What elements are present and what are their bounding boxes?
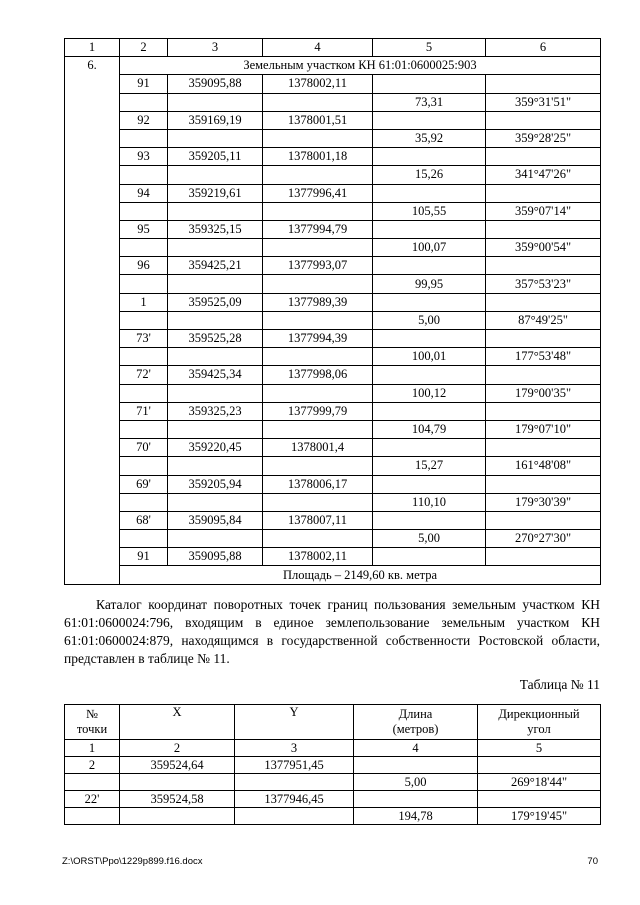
empty-cell	[373, 293, 486, 311]
col-number: 5	[478, 740, 601, 757]
header-row	[65, 705, 601, 740]
boundary-coordinates-table	[64, 38, 601, 585]
empty-cell	[168, 420, 263, 438]
segment-length: 5,00	[373, 311, 486, 329]
empty-cell	[486, 184, 601, 202]
coord-y: 1378007,11	[263, 511, 373, 529]
segment-length: 100,01	[373, 348, 486, 366]
segment-length: 104,79	[373, 420, 486, 438]
segment-row	[65, 808, 601, 825]
point-row	[65, 366, 601, 384]
empty-cell	[120, 384, 168, 402]
empty-cell	[373, 511, 486, 529]
empty-cell	[120, 457, 168, 475]
segment-angle: 359°07'14"	[486, 202, 601, 220]
empty-cell	[486, 402, 601, 420]
coord-x: 359325,15	[168, 220, 263, 238]
coord-x: 359095,88	[168, 548, 263, 566]
segment-row	[65, 129, 601, 147]
header-length: Длина (метров)	[354, 705, 478, 740]
point-number: 68'	[120, 511, 168, 529]
header-y: Y	[235, 705, 354, 740]
empty-cell	[486, 548, 601, 566]
segment-angle: 161°48'08"	[486, 457, 601, 475]
empty-cell	[168, 493, 263, 511]
coord-x: 359219,61	[168, 184, 263, 202]
segment-angle: 341°47'26"	[486, 166, 601, 184]
empty-cell	[263, 275, 373, 293]
point-number: 70'	[120, 439, 168, 457]
point-row	[65, 475, 601, 493]
segment-length: 194,78	[354, 808, 478, 825]
coord-y: 1377993,07	[263, 257, 373, 275]
segment-angle: 177°53'48"	[486, 348, 601, 366]
empty-cell	[235, 774, 354, 791]
area-row	[65, 566, 601, 584]
col-number: 1	[65, 740, 120, 757]
empty-cell	[120, 774, 235, 791]
empty-cell	[120, 808, 235, 825]
segment-row	[65, 384, 601, 402]
section-title-row	[65, 57, 601, 75]
empty-cell	[486, 257, 601, 275]
area-total: Площадь – 2149,60 кв. метра	[120, 566, 601, 584]
segment-angle: 269°18'44"	[478, 774, 601, 791]
segment-length: 110,10	[373, 493, 486, 511]
segment-row	[65, 311, 601, 329]
empty-cell	[263, 493, 373, 511]
empty-cell	[120, 493, 168, 511]
point-row	[65, 111, 601, 129]
segment-row	[65, 530, 601, 548]
coord-x: 359524,64	[120, 757, 235, 774]
segment-angle: 359°00'54"	[486, 239, 601, 257]
empty-cell	[168, 530, 263, 548]
segment-row	[65, 457, 601, 475]
table-caption: Таблица № 11	[519, 677, 600, 692]
empty-cell	[120, 239, 168, 257]
col-number: 6	[486, 39, 601, 57]
segment-length: 100,07	[373, 239, 486, 257]
segment-length: 5,00	[373, 530, 486, 548]
empty-cell	[120, 202, 168, 220]
segment-row	[65, 166, 601, 184]
col-number: 1	[65, 39, 120, 57]
segment-row	[65, 774, 601, 791]
empty-cell	[120, 311, 168, 329]
segment-row	[65, 348, 601, 366]
empty-cell	[354, 791, 478, 808]
empty-cell	[168, 166, 263, 184]
column-number-row	[65, 39, 601, 57]
empty-cell	[168, 239, 263, 257]
empty-cell	[168, 311, 263, 329]
empty-cell	[235, 808, 354, 825]
coord-y: 1377989,39	[263, 293, 373, 311]
point-number: 91	[120, 548, 168, 566]
segment-angle: 359°28'25"	[486, 129, 601, 147]
point-number: 2	[65, 757, 120, 774]
point-row	[65, 330, 601, 348]
coord-x: 359525,28	[168, 330, 263, 348]
empty-cell	[486, 293, 601, 311]
header-point: № точки	[65, 705, 120, 740]
point-row	[65, 548, 601, 566]
col-number: 4	[354, 740, 478, 757]
empty-cell	[373, 184, 486, 202]
empty-cell	[373, 257, 486, 275]
empty-cell	[263, 457, 373, 475]
point-number: 95	[120, 220, 168, 238]
empty-cell	[120, 530, 168, 548]
point-row	[65, 439, 601, 457]
coord-y: 1377994,39	[263, 330, 373, 348]
coord-y: 1378001,4	[263, 439, 373, 457]
segment-angle: 179°07'10"	[486, 420, 601, 438]
segment-row	[65, 93, 601, 111]
empty-cell	[486, 111, 601, 129]
coord-x: 359325,23	[168, 402, 263, 420]
header-x: X	[120, 705, 235, 740]
coord-x: 359524,58	[120, 791, 235, 808]
segment-length: 15,27	[373, 457, 486, 475]
segment-angle: 179°30'39"	[486, 493, 601, 511]
segment-row	[65, 275, 601, 293]
segment-length: 15,26	[373, 166, 486, 184]
empty-cell	[120, 420, 168, 438]
empty-cell	[263, 129, 373, 147]
empty-cell	[486, 75, 601, 93]
point-row	[65, 293, 601, 311]
empty-cell	[120, 348, 168, 366]
coord-x: 359205,11	[168, 148, 263, 166]
point-number: 73'	[120, 330, 168, 348]
empty-cell	[120, 93, 168, 111]
point-row	[65, 75, 601, 93]
coord-x: 359205,94	[168, 475, 263, 493]
segment-length: 73,31	[373, 93, 486, 111]
empty-cell	[120, 166, 168, 184]
coord-y: 1377946,45	[235, 791, 354, 808]
point-number: 96	[120, 257, 168, 275]
empty-cell	[263, 420, 373, 438]
empty-cell	[373, 366, 486, 384]
empty-cell	[120, 275, 168, 293]
segment-row	[65, 493, 601, 511]
segment-angle: 359°31'51"	[486, 93, 601, 111]
empty-cell	[486, 330, 601, 348]
empty-cell	[373, 548, 486, 566]
point-number: 93	[120, 148, 168, 166]
point-number: 1	[120, 293, 168, 311]
coord-x: 359095,88	[168, 75, 263, 93]
point-row	[65, 220, 601, 238]
coord-y: 1378001,51	[263, 111, 373, 129]
empty-cell	[263, 311, 373, 329]
segment-angle: 87°49'25"	[486, 311, 601, 329]
catalog-paragraph: Каталог координат поворотных точек границ пользования земельным участком КН 61:01:0600024:796, входящим в единое землепользование земельным участком КН 61:01:0600024:879, находящимся в государственной собственности Ростовской области, представлен в таблице № 11.	[64, 597, 600, 666]
empty-cell	[168, 275, 263, 293]
header-angle: Дирекционный угол	[478, 705, 601, 740]
empty-cell	[478, 757, 601, 774]
coord-x: 359525,09	[168, 293, 263, 311]
coord-y: 1378002,11	[263, 548, 373, 566]
coord-x: 359220,45	[168, 439, 263, 457]
footer-file-path: Z:\ORST\Ppo\1229p899.f16.docx	[62, 856, 203, 867]
empty-cell	[263, 348, 373, 366]
segment-row	[65, 239, 601, 257]
point-number: 94	[120, 184, 168, 202]
segment-angle: 179°00'35"	[486, 384, 601, 402]
empty-cell	[486, 220, 601, 238]
column-number-row	[65, 740, 601, 757]
empty-cell	[373, 402, 486, 420]
table-11	[64, 704, 601, 825]
empty-cell	[354, 757, 478, 774]
empty-cell	[373, 220, 486, 238]
coord-y: 1377951,45	[235, 757, 354, 774]
empty-cell	[486, 366, 601, 384]
coord-y: 1377996,41	[263, 184, 373, 202]
point-row	[65, 511, 601, 529]
coord-y: 1377998,06	[263, 366, 373, 384]
coord-x: 359169,19	[168, 111, 263, 129]
coord-y: 1378002,11	[263, 75, 373, 93]
segment-length: 35,92	[373, 129, 486, 147]
coord-y: 1378006,17	[263, 475, 373, 493]
empty-cell	[263, 239, 373, 257]
empty-cell	[486, 148, 601, 166]
section-title: Земельным участком КН 61:01:0600025:903	[120, 57, 601, 75]
empty-cell	[373, 111, 486, 129]
point-number: 92	[120, 111, 168, 129]
empty-cell	[486, 475, 601, 493]
col-number: 2	[120, 740, 235, 757]
col-number: 2	[120, 39, 168, 57]
coord-y: 1378001,18	[263, 148, 373, 166]
segment-length: 100,12	[373, 384, 486, 402]
segment-row	[65, 202, 601, 220]
empty-cell	[120, 129, 168, 147]
empty-cell	[263, 166, 373, 184]
col-number: 5	[373, 39, 486, 57]
col-number: 3	[168, 39, 263, 57]
empty-cell	[486, 511, 601, 529]
empty-cell	[168, 348, 263, 366]
empty-cell	[168, 129, 263, 147]
item-number: 6.	[65, 57, 120, 584]
empty-cell	[168, 457, 263, 475]
segment-angle: 270°27'30"	[486, 530, 601, 548]
coord-x: 359095,84	[168, 511, 263, 529]
empty-cell	[168, 202, 263, 220]
empty-cell	[168, 93, 263, 111]
point-row	[65, 757, 601, 774]
empty-cell	[263, 384, 373, 402]
segment-angle: 179°19'45"	[478, 808, 601, 825]
coord-x: 359425,34	[168, 366, 263, 384]
point-row	[65, 402, 601, 420]
empty-cell	[373, 475, 486, 493]
empty-cell	[168, 384, 263, 402]
page-number: 70	[587, 856, 598, 867]
segment-length: 105,55	[373, 202, 486, 220]
point-row	[65, 257, 601, 275]
coord-y: 1377999,79	[263, 402, 373, 420]
col-number: 4	[263, 39, 373, 57]
point-number: 91	[120, 75, 168, 93]
empty-cell	[373, 439, 486, 457]
point-row	[65, 791, 601, 808]
empty-cell	[478, 791, 601, 808]
empty-cell	[373, 75, 486, 93]
point-row	[65, 184, 601, 202]
point-number: 71'	[120, 402, 168, 420]
coord-x: 359425,21	[168, 257, 263, 275]
empty-cell	[373, 330, 486, 348]
empty-cell	[263, 202, 373, 220]
empty-cell	[65, 774, 120, 791]
segment-angle: 357°53'23"	[486, 275, 601, 293]
empty-cell	[486, 439, 601, 457]
point-number: 69'	[120, 475, 168, 493]
segment-row	[65, 420, 601, 438]
segment-length: 5,00	[354, 774, 478, 791]
point-row	[65, 148, 601, 166]
col-number: 3	[235, 740, 354, 757]
empty-cell	[263, 530, 373, 548]
segment-length: 99,95	[373, 275, 486, 293]
empty-cell	[65, 808, 120, 825]
point-number: 72'	[120, 366, 168, 384]
coord-y: 1377994,79	[263, 220, 373, 238]
empty-cell	[373, 148, 486, 166]
empty-cell	[263, 93, 373, 111]
point-number: 22'	[65, 791, 120, 808]
